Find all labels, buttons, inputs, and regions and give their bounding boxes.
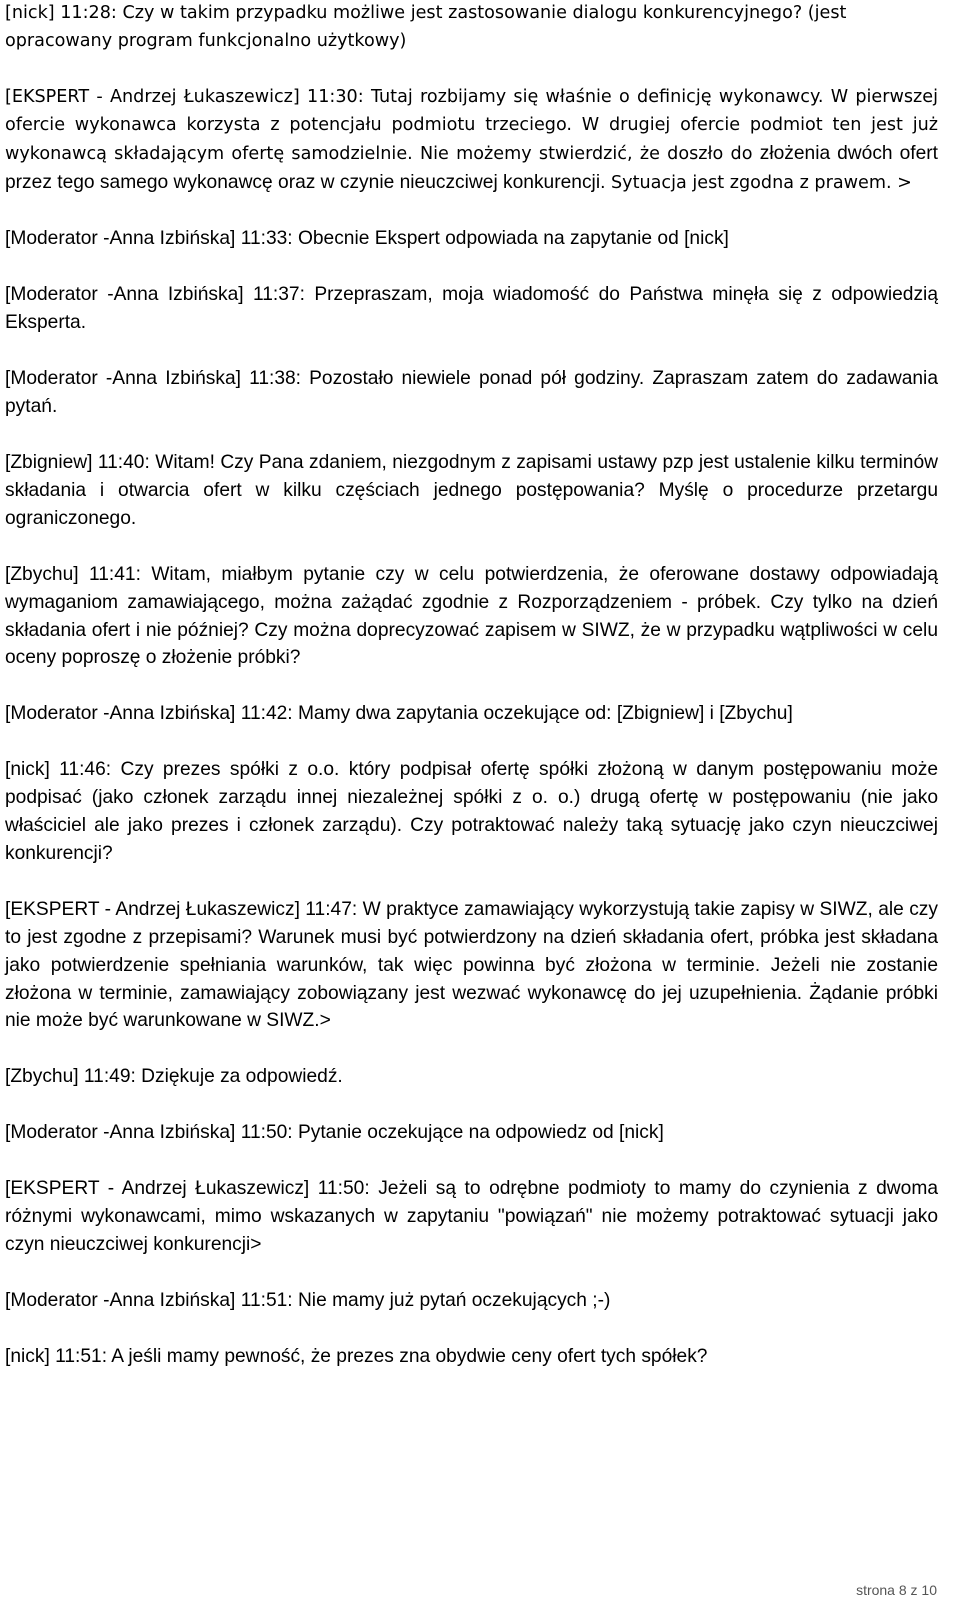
message-text: [Moderator -Anna Izbińska] 11:50: Pytanie oczekujące na odpowiedz od [nick] xyxy=(5,1122,664,1144)
chat-message xyxy=(5,0,938,56)
chat-message xyxy=(5,84,938,198)
message-text: [nick] 11:51: A jeśli mamy pewność, że prezes zna obydwie ceny ofert tych spółek? xyxy=(5,1345,708,1367)
chat-message xyxy=(5,225,938,253)
message-text: [Zbychu] 11:41: Witam, miałbym pytanie czy w celu potwierdzenia, że oferowane dostawy odpowiadają wymaganiom zamawiającego, można zażądać zgodnie z Rozporządzeniem - próbek. Czy tylko na dzień składania ofert i nie później? Czy można doprecyzować zapisem w SIWZ, że w przypadku wątpliwości w celu oceny poproszę o złożenie próbki? xyxy=(5,563,938,669)
message-text: [nick] 11:46: Czy prezes spółki z o.o. który podpisał ofertę spółki złożoną w danym postępowaniu może podpisać (jako członek zarządu innej niezależnej spółki z o. o.) drugą ofertę w postępowaniu (nie jako właściciel ale jako prezes i członek zarządu). Czy potraktować należy taką sytuację jako czyn nieuczciwej konkurencji? xyxy=(5,759,938,864)
transcript-page xyxy=(5,0,938,1371)
message-text: [Moderator -Anna Izbińska] 11:33: Obecnie Ekspert odpowiada na zapytanie od [nick] xyxy=(5,228,729,250)
message-text: [Zbigniew] 11:40: Witam! Czy Pana zdaniem, niezgodnym z zapisami ustawy pzp jest ustalenie kilku terminów składania i otwarcia ofert w kilku częściach jednego postępowania? Myślę o procedurze przetargu ograniczonego. xyxy=(5,451,938,529)
chat-message xyxy=(5,896,938,1036)
message-text: [EKSPERT - Andrzej Łukaszewicz] 11:30: Tutaj rozbijamy się właśnie o definicję wykonawcy. W pierwszej ofercie wykonawca korzysta z potencjału podmiotu trzeciego. W drugiej ofercie podmiot ten jest już wykonawcą składającym ofertę samodzielnie. Nie możemy stwierdzić, że doszło do xyxy=(5,86,938,164)
message-text: [Moderator -Anna Izbińska] 11:38: Pozostało niewiele ponad pół godziny. Zapraszam zatem do zadawania pytań. xyxy=(5,368,938,418)
chat-message xyxy=(5,365,938,421)
chat-message xyxy=(5,1175,938,1259)
chat-message xyxy=(5,1063,938,1091)
chat-message xyxy=(5,700,938,728)
chat-message xyxy=(5,756,938,868)
message-text: Sytuacja jest zgodna z prawem. > xyxy=(605,172,912,193)
chat-message xyxy=(5,1287,938,1315)
page-number: strona 8 z 10 xyxy=(856,1582,937,1598)
message-text: [nick] 11:28: Czy w takim przypadku możliwe jest zastosowanie dialogu konkurencyjnego? (jest opracowany program funkcjonalno użytkowy) xyxy=(5,3,847,51)
message-text: [EKSPERT - Andrzej Łukaszewicz] 11:50: Jeżeli są to odrębne podmioty to mamy do czynienia z dwoma różnymi wykonawcami, mimo wskazanych w zapytaniu "powiązań" nie możemy potraktować sytuacji jako czyn nieuczciwej konkurencji> xyxy=(5,1178,938,1255)
message-text: [Moderator -Anna Izbińska] 11:42: Mamy dwa zapytania oczekujące od: [Zbigniew] i [Zbychu] xyxy=(5,703,793,725)
message-text: [Zbychu] 11:49: Dziękuje za odpowiedź. xyxy=(5,1066,343,1088)
chat-message xyxy=(5,1119,938,1147)
message-text: [Moderator -Anna Izbińska] 11:51: Nie mamy już pytań oczekujących ;-) xyxy=(5,1289,611,1311)
chat-message xyxy=(5,561,938,673)
message-text: złożenia dwóch ofert przez tego samego wykonawcę oraz w czynie nieuczciwej konkurencji. xyxy=(5,142,939,193)
chat-message xyxy=(5,449,938,533)
message-text: [EKSPERT - Andrzej Łukaszewicz] 11:47: W praktyce zamawiający wykorzystują takie zapisy w SIWZ, ale czy to jest zgodne z przepisami? Warunek musi być potwierdzony na dzień składania ofert, próbka jest składana jako potwierdzenie spełniania warunków, tak więc powinna być złożona w terminie. Jeżeli nie zostanie złożona w terminie, zamawiający zobowiązany jest wezwać wykonawcę do jej uzupełnienia. Żądanie próbki nie może być warunkowane w SIWZ.> xyxy=(5,898,938,1032)
message-text: [Moderator -Anna Izbińska] 11:37: Przepraszam, moja wiadomość do Państwa minęła się z odpowiedzią Eksperta. xyxy=(5,284,938,334)
chat-message xyxy=(5,1343,938,1371)
chat-message xyxy=(5,281,938,337)
